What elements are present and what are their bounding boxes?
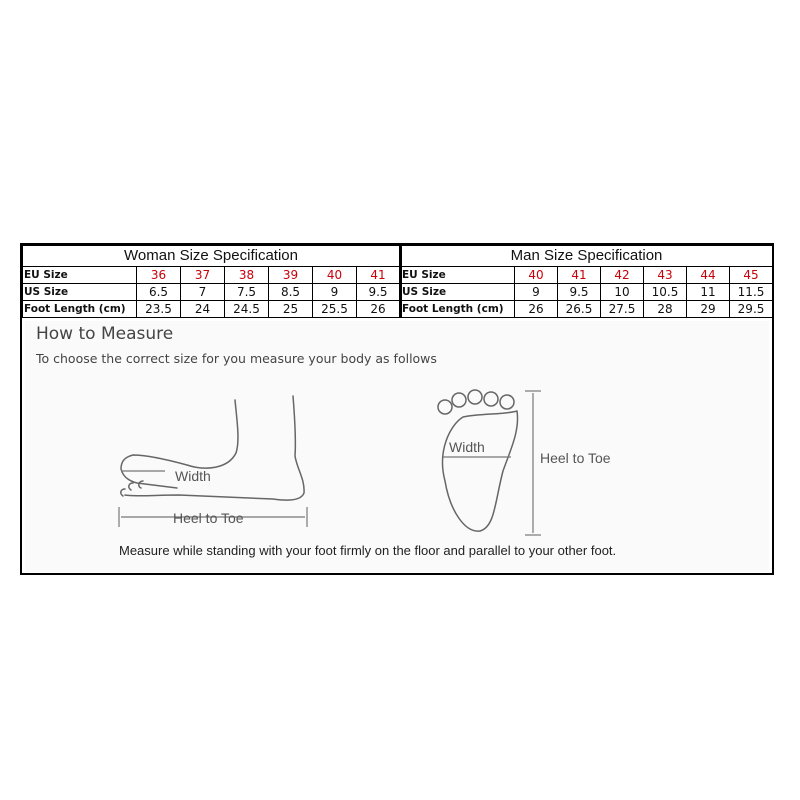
foot-length-cell: 26 [357,301,401,318]
top-foot-toe [468,390,482,404]
us-size-cell: 10.5 [644,284,687,301]
table-row [401,284,773,301]
foot-length-cell: 25 [269,301,313,318]
top-foot-toe [484,392,498,406]
table-row [23,267,401,284]
eu-size-cell: 40 [515,267,558,284]
us-size-cell: 6.5 [137,284,181,301]
table-row [401,267,773,284]
eu-size-cell: 40 [313,267,357,284]
woman-table-title: Woman Size Specification [23,246,401,267]
foot-length-cell: 28 [644,301,687,318]
table-row [23,301,401,318]
eu-size-cell: 41 [357,267,401,284]
top-foot-toe [452,393,466,407]
size-tables [22,245,772,318]
eu-size-cell: 45 [730,267,773,284]
measure-subtitle: To choose the correct size for you measure your body as follows [36,351,437,366]
us-size-cell: 9.5 [558,284,601,301]
table-row [23,284,401,301]
us-size-cell: 9.5 [357,284,401,301]
eu-size-cell: 38 [225,267,269,284]
eu-size-cell: 36 [137,267,181,284]
us-size-cell: 11.5 [730,284,773,301]
foot-length-cell: 24 [181,301,225,318]
man-size-table [400,245,773,318]
top-foot-outline [443,411,518,531]
us-size-cell: 11 [687,284,730,301]
foot-length-cell: 25.5 [313,301,357,318]
foot-length-cell: 29 [687,301,730,318]
foot-length-cell: 27.5 [601,301,644,318]
foot-length-cell: 29.5 [730,301,773,318]
size-chart [20,243,774,575]
row-label: EU Size [23,267,137,284]
side-width-label: Width [175,468,211,484]
man-table-title: Man Size Specification [401,246,773,267]
top-foot-toe [500,395,514,409]
foot-length-cell: 26 [515,301,558,318]
measure-title: How to Measure [36,324,174,344]
top-length-label: Heel to Toe [540,450,611,466]
row-label: EU Size [401,267,515,284]
eu-size-cell: 39 [269,267,313,284]
measure-note: Measure while standing with your foot firmly on the floor and parallel to your other foot. [119,543,617,558]
us-size-cell: 8.5 [269,284,313,301]
row-label: Foot Length (cm) [401,301,515,318]
eu-size-cell: 41 [558,267,601,284]
woman-size-table [22,245,402,318]
row-label: US Size [401,284,515,301]
row-label: Foot Length (cm) [23,301,137,318]
how-to-measure-panel [25,321,769,572]
foot-length-cell: 26.5 [558,301,601,318]
table-row [401,301,773,318]
foot-length-cell: 23.5 [137,301,181,318]
top-foot-toe [438,400,452,414]
side-length-label: Heel to Toe [173,510,244,526]
eu-size-cell: 44 [687,267,730,284]
foot-length-cell: 24.5 [225,301,269,318]
us-size-cell: 9 [515,284,558,301]
eu-size-cell: 42 [601,267,644,284]
side-foot-toes [121,481,143,496]
top-width-label: Width [449,439,485,455]
us-size-cell: 9 [313,284,357,301]
us-size-cell: 10 [601,284,644,301]
eu-size-cell: 43 [644,267,687,284]
us-size-cell: 7 [181,284,225,301]
row-label: US Size [23,284,137,301]
eu-size-cell: 37 [181,267,225,284]
us-size-cell: 7.5 [225,284,269,301]
